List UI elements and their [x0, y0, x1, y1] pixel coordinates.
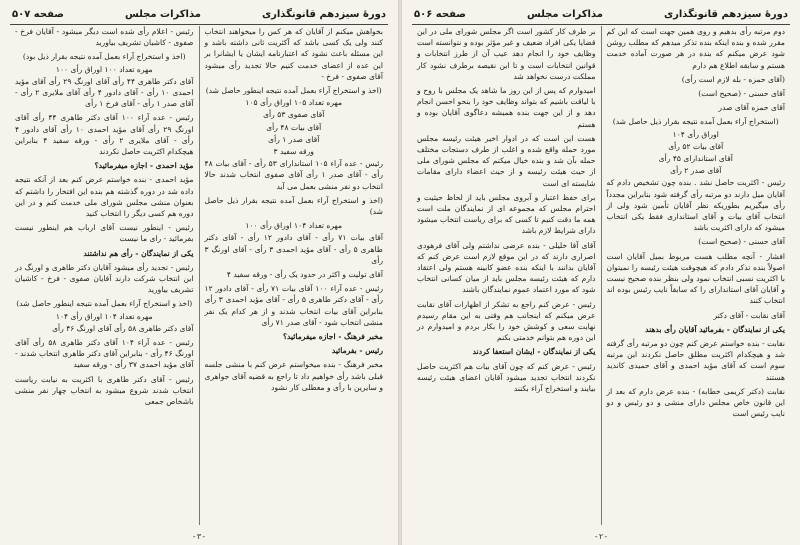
paragraph: برای حفظ اعتبار و آبروی مجلس باید از لحاظ حیثیت و احترام مجلس که مجموعه ای از نمایندگان ملت است همه ما دقت کنیم تا کسی که برای ریاست انتخاب میشود دارای شرایط لازم باشد	[417, 192, 596, 236]
paragraph: نقابت (دکتر کریمی خطابه) - بنده عرض دارم که بعد از این قانون خاص مجلس دارای منشی و دو رئیس و دو نایب رئیس است	[606, 386, 785, 419]
paragraph: (اخذ و استخراج آراء بعمل آمده نتیجه اینطور حاصل شد)	[205, 86, 382, 96]
paragraph: رئیس - عده آراء ۱۰۵ استاندارای ۵۳ رأی - آقای بیات ۴۸ رأی - آقای صدر ۱ رأی آقای صفوی انتخاب شدند حالا انتخاب دو نفر منشی بعمل می آید	[204, 159, 383, 191]
paragraph: مهره تعداد ۱۰۴ اوراق رأی ۱۰۴	[55, 311, 153, 321]
paragraph: مهره تعداد ۱۰۵ اوراق رأی ۱۰۵	[245, 98, 343, 108]
paragraph: آقای حسنی - (صحیح است)	[698, 89, 785, 99]
paragraph: آقای بیات ۴۸ رأی	[266, 122, 322, 132]
paragraph: آقای صفوی ۵۳ رأی	[263, 110, 325, 120]
paragraph: رئیس - عده آراء ۱۰۰ آقای دکتر طاهری ۴۴ رأی آقای اورنگ ۲۹ رأی آقای مؤید احمدی ۱۰ رأی آقای دادور ۴ رأی - آقای ملایری ۲ رأی - ورقه سفید ۴ بنابراین هیچکدام اکثریت حاصل نکردند	[15, 113, 194, 157]
paragraph: امیدوارم که پس از این روز ما شاهد یک مجلس با روح و با لیاقت باشیم که بتواند وظایف خود را بنحو احسن انجام دهد و از این جهت بنده همیشه دعاگوی آقایان بوده و هستم	[417, 86, 596, 129]
left-page-header	[10, 6, 388, 25]
paragraph: آقای بیات ۵۲ رأی	[668, 141, 724, 151]
paragraph: یکی از نمایندگان - ایشان استعفا کردند	[472, 347, 596, 357]
right-page-footer: -۲-	[593, 532, 609, 541]
left-page-number: صفحه ۵۰۷	[12, 8, 64, 20]
right-page-title: مذاکرات مجلس	[526, 8, 603, 20]
paragraph: مهره تعداد ۱۰۰ اوراق رأی ۱۰۰	[55, 64, 153, 74]
paragraph: افشار - آنچه مطلب هست مربوط بمیل آقایان است اصولاً بنده تذکر دادم که هیچوقت هیئت رئیسه را نمیتوان با اکثریت نسبی انتخاب نمود ولی بنظر بنده صحیح نیست و آقایان آقای استاندارای را که سابقاً نایب رئیس بوده اند انتخاب کنند	[606, 251, 785, 306]
right-page-column-left	[412, 26, 601, 525]
left-page	[0, 0, 398, 545]
left-page-footer: -۳-	[191, 532, 207, 541]
right-page-columns	[412, 26, 790, 525]
paragraph: (اخذ و استخراج آراء بعمل آمده نتیجه بقرار ذیل بود)	[22, 52, 186, 62]
paragraph: رئیس - عرض کنم راجع به تشکر از اظهارات آقای نقابت عرض میکنم که اینجانب هم وقتی به این مقام رسیدم نهایت سعی و کوشش خود را بکار بردم و امیدوارم در این دوره هم بتوانم خدمتی بکنم	[417, 299, 596, 343]
paragraph: یکی از نمایندگان - بفرمائید آقایان رأی بدهند	[645, 324, 785, 334]
paragraph: رئیس - اکثریت حاصل نشد . بنده چون تشخیص دادم که آقایان میل دارند دو مرتبه رأی گرفته شود بنابراین مجدداً رأی میگیریم بطوریکه نظر آقایان تأمین شود ولی از انتخاب آقای بیات و آقای استانداری فقط یکی انتخاب میشود که دارای اکثریت باشد	[606, 178, 785, 233]
left-page-column-right	[200, 26, 389, 525]
paragraph: بخواهش میکنم از آقایان که هر کس را میخواهند انتخاب کنند ولی یک کسی باشد که آکثریت ثانی داشته باشد و این مسئله باعث نشود که اعتبارنامه ایشان یا ایشانرا بر این عده از اعضای خدمت کنیم حالا تجدید رأی میشود آقای صفوی - فرخ -	[204, 27, 383, 81]
right-page-session: دورهٔ سیزدهم قانونگذاری	[663, 8, 788, 20]
paragraph: آقای صدر ۲ رأی	[670, 166, 722, 176]
paragraph: ورقه سفید ۳	[273, 147, 314, 157]
paragraph: رئیس - اعلام رأی شده است دیگر میشود - آقایان فرخ - صفوی - کاشیان تشریف بیاورید	[15, 27, 194, 48]
left-page-column-left	[10, 26, 199, 525]
paragraph: هست این است که در ادوار اخیر هیئت رئیسه مجلس مورد حمله واقع شده و اغلب از طرف دستجات مختلف حمله بآن شد و بنده خیال میکنم که مجلس شورای ملی از حیث هیئت رئیسه و از حیث اعضاء دارای مقامات شایسته ای است	[417, 133, 596, 188]
paragraph: (اخذ و استخراج آراء بعمل آمده نتیجه اینطور حاصل شد)	[16, 299, 193, 309]
paragraph: مؤید احمدی - اجازه میفرمائید؟	[94, 161, 194, 171]
left-page-title: مذاکرات مجلس	[124, 8, 201, 20]
paragraph: آقای دکتر طاهری ۵۸ رأی آقای اورنگ ۴۶ رأی	[52, 323, 194, 333]
right-page-header	[412, 6, 790, 25]
paragraph: آقای بیات ۷۱ رأی - آقای دادور ۱۲ رأی - آقای دکتر طاهری ۵ رأی - آقای مؤید احمدی ۳ رأی - آقای اورنگ ۳ رأی	[204, 233, 384, 265]
paragraph: آقای حسنی - (صحیح است)	[698, 237, 785, 247]
paragraph: رئیس - عرض کنم که چون آقای بیات هم اکثریت حاصل نکردند انتخاب تجدید میشود آقایان اعضای هیئت رئیسه بیایند و استخراج آراء بکنند	[417, 361, 596, 394]
left-page-session: دورهٔ سیزدهم قانونگذاری	[261, 8, 386, 20]
paragraph: رئیس - تجدید رأی میشود آقایان دکتر طاهری و اورنگ در این انتخاب شرکت دارند آقایان صفوی - فرخ - کاشیان تشریف بیاورید	[15, 262, 194, 295]
paragraph: رئیس - بفرمائید	[331, 346, 383, 356]
right-page-number: صفحه ۵۰۶	[414, 8, 466, 20]
paragraph: آقای استاندارای ۴۵ رأی	[658, 154, 733, 164]
right-page	[402, 0, 800, 545]
right-page-column-right	[602, 26, 791, 525]
left-page-columns	[10, 26, 388, 525]
paragraph: (استخراج آراء بعمل آمده نتیجه بقرار ذیل حاصل شد)	[612, 117, 779, 127]
paragraph: مهره تعداد ۱۰۴ اوراق رأی ۱۰۰	[245, 221, 343, 231]
paragraph: رئیس - عده آراء ۱۰۰ آقای بیات ۷۱ رأی - آقای دادور ۱۲ رأی - آقای دکتر طاهری ۵ رأی - آقای مؤید احمدی ۳ رأی بنابراین آقای بیات انتخاب شدند و از هر کدام یک نفر منشی انتخاب شود - آقای صدر ۷۱ رأی	[204, 284, 384, 327]
paragraph: مخبر فرهنگ - اجازه میفرمائید؟	[282, 332, 383, 342]
paragraph: آقای دکتر طاهری ۴۴ رأی آقای اورنگ ۲۹ رأی آقای مؤید احمدی ۱۰ رأی - آقای دادور ۴ رأی آقای ملایری ۲ رأی - آقای صدر ۱ رأی - آقای فرخ ۱ رأی	[15, 76, 194, 109]
paragraph: (اخذ و استخراج آراء بعمل آمده نتیجه بقرار ذیل حاصل شد)	[204, 195, 383, 217]
paragraph: آقای تولیت و اکثر در حدود یک رأی - ورقه سفید ۴	[226, 270, 383, 280]
paragraph: (آقای حمزه - بله لازم است رأی)	[681, 74, 785, 84]
paragraph: نقابت - بنده خواستم عرض کنم چون دو مرتبه رأی گرفته شد و هیچکدام اکثریت مطلق حاصل نکردند این مرتبه سوم است که آقای مؤید احمدی و آقای حمیدی کاندید هستند	[606, 339, 785, 382]
paragraph: آقای حمزه آقای صدر	[718, 103, 785, 113]
paragraph: رئیس - عده آراء ۱۰۴ آقای دکتر طاهری ۵۸ رأی آقای اورنگ ۴۶ رأی - بنابراین آقای دکتر طاهری انتخاب شدند - آقای مؤید احمدی ۳۷ رأی - ورقه سفید	[15, 338, 194, 370]
paragraph: رئیس - اینطور نیست آقای ارباب هم اینطور نیست بفرمائید - رای ما نیست	[15, 223, 194, 244]
paragraph: آقای نقابت - آقای دکتر	[713, 310, 785, 320]
paragraph: مخبر فرهنگ - بنده میخواستم عرض کنم با منشی جلسه قبلی باشد رأی خواهیم داد تا راجع به قضیه آقای جواهری و سایرین با رأی و معطلی کار نشود	[204, 360, 383, 392]
paragraph: بر طرف کار کشور است اگر مجلس شورای ملی در این قضایا یکی افراد ضعیف و غیر مؤثر بوده و نتوانسته است وظایف خود را انجام دهد عیب آن از طرز انتخابات و قوانین انتخابات است و تا این نقیصه برطرف نشود کار مملکت درست نخواهد شد	[417, 27, 596, 81]
paragraph: آقای صدر ۱ رأی	[268, 134, 320, 144]
paragraph: آقای آقا خلیلی - بنده عرضی نداشتم ولی آقای فرهودی اصراری دارند که در این موقع لازم است عرض کنم که آقایان بدانند با اینکه بنده عضو کابینه هستم ولی اعتقاد دارم که هیئت رئیسه مجلس باید از میان کسانی انتخاب شود که مورد اعتماد عموم نمایندگان باشند	[417, 240, 596, 295]
paragraph: دوم مرتبه رأی بدهیم و روی همین جهت است که این کم مقرر شده و بنده اینکه بنده تذکر میدهم که مطلب روشن شود عرض میکنم که بنده در هر صورت آماده خدمت هستم و سابقه اطلاع هم دارم	[606, 27, 785, 70]
paragraph: رئیس - آقای دکتر طاهری با اکثریت به نیابت ریاست انتخاب شدند شروع میشود به انتخاب چهار نفر منشی باشخاص جمعی	[15, 374, 194, 407]
paragraph: اوراق رأی ۱۰۴	[672, 129, 719, 139]
paragraph: مؤید احمدی - بنده خواستم عرض کنم بعد از آنکه نتیجه داده شد در دوره گذشته هم بنده این افتخار را داشتم که بعنوان منشی مجلس شورای ملی خدمت کنم و در این دوره هم کسی دیگر را انتخاب کنید	[15, 175, 194, 219]
paragraph: یکی از نمایندگان - رأی هم نداشتند	[83, 248, 194, 258]
